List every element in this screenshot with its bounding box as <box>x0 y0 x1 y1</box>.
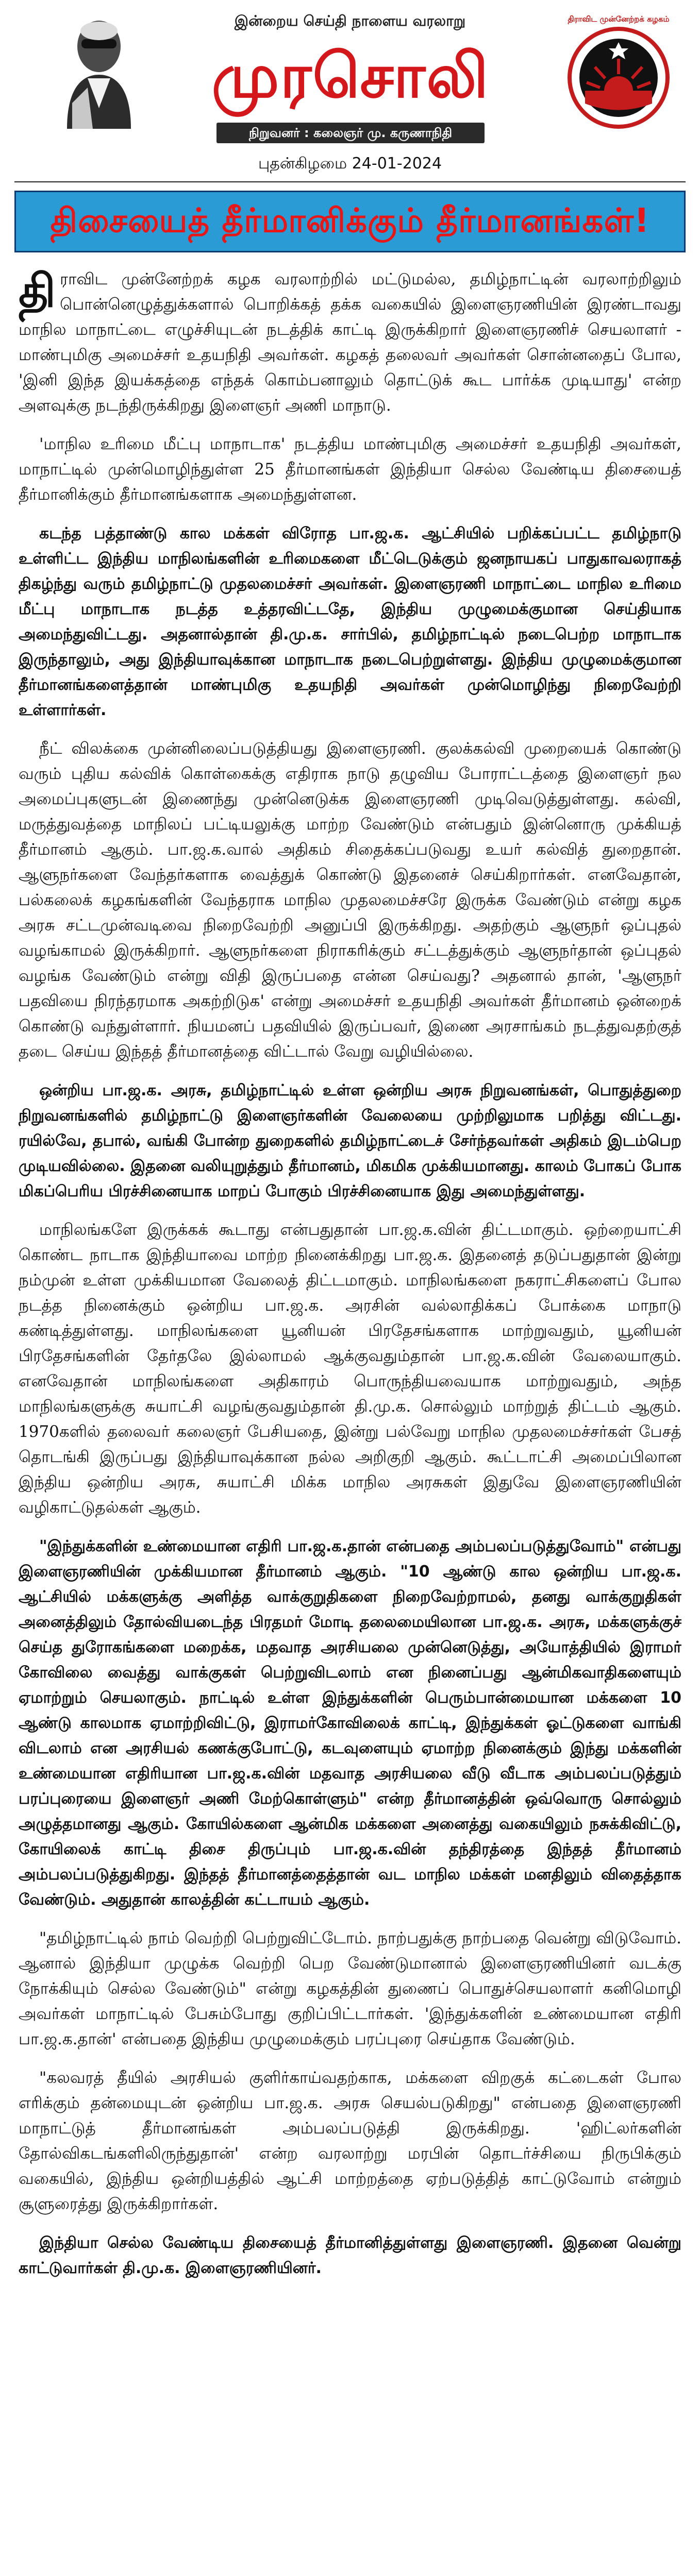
drop-cap: தி <box>19 267 56 317</box>
founder-strip: நிறுவனர் : கலைஞர் மு. கருணாநிதி <box>216 123 485 143</box>
newspaper-logo: முரசொலி <box>211 40 490 111</box>
paragraph-1-text: ராவிட முன்னேற்றக் கழக வரலாற்றில் மட்டுமல்ல, தமிழ்நாட்டின் வரலாற்றிலும் பொன்னெழுத்துக்களால் பொறிக்கத் தக்க வகையில் இளைஞரணியின் இரண்டாவது மாநில மாநாட்டை எழுச்சியுடன் நடத்திக் காட்டி இருக்கிறார் இளைஞரணிச் செயலாளர் - மாண்புமிகு அமைச்சர் உதயநிதி அவர்கள். கழகத் தலைவர் அவர்கள் சொன்னதைப் போல, 'இனி இந்த இயக்கத்தை எந்தக் கொம்பனாலும் தொட்டுக் கூட பார்க்க முடியாது' என்ற அளவுக்கு நடந்திருக்கிறது இளைஞர் அணி மாநாடு. <box>19 270 681 415</box>
masthead <box>0 0 700 165</box>
article-paragraph-10: இந்தியா செல்ல வேண்டிய திசையைத் தீர்மானித்துள்ளது இளைஞரணி. இதனை வென்று காட்டுவார்கள் தி.மு.க. இளைஞரணியினர். <box>19 2234 681 2277</box>
headline-banner <box>14 191 686 252</box>
article-paragraph-2: 'மாநில உரிமை மீட்பு மாநாடாக' நடத்திய மாண்புமிகு அமைச்சர் உதயநிதி அவர்கள், மாநாட்டில் முன்மொழிந்துள்ள 25 தீர்மானங்கள் இந்தியா செல்ல வேண்டிய திசையைத் தீர்மானிக்கும் தீர்மானங்களாக அமைந்துள்ளன. <box>19 435 681 504</box>
headline: திசையைத் தீர்மானிக்கும் தீர்மானங்கள்! <box>50 202 650 240</box>
editorial-article <box>19 267 681 2576</box>
article-paragraph-9: "கலவரத் தீயில் அரசியல் குளிர்காய்வதற்காக, மக்களை விறகுக் கட்டைகள் போல எரிக்கும் தன்மையுடன் ஒன்றிய பா.ஜ.க. அரசு செயல்படுகிறது" என்பதை இளைஞரணி மாநாட்டுத் தீர்மானங்கள் அம்பலப்படுத்தி இருக்கிறது. 'ஹிட்லர்களின் தோல்விகடங்களிலிருந்துதான்' என்ற வரலாற்று மரபின் தொடர்ச்சியை நிருபிக்கும் வகையில், இந்திய ஒன்றியத்தில் ஆட்சி மாற்றத்தை ஏற்படுத்தித் காட்டுவோம் என்றும் சூளுரைத்து இருக்கிறார்கள். <box>19 2069 681 2213</box>
article-paragraph-4: நீட் விலக்கை முன்னிலைப்படுத்தியது இளைஞரணி. குலக்கல்வி முறையைக் கொண்டு வரும் புதிய கல்விக் கொள்கைக்கு எதிராக நாடு தழுவிய போராட்டத்தை இளைஞர் நல அமைப்புகளுடன் இணைந்து முன்னெடுக்க இளைஞரணி முடிவெடுத்துள்ளது. கல்வி, மருத்துவத்தை மாநிலப் பட்டியலுக்கு மாற்ற வேண்டும் என்பதும் இன்னொரு முக்கியத் தீர்மானம் ஆகும். பா.ஜ.க.வால் அதிகம் சிதைக்கப்படுவது உயர் கல்வித் துறைதான். ஆளுநர்களை வேந்தர்களாக வைத்துக் கொண்டு இதனைச் செய்கிறார்கள். எனவேதான், பல்கலைக் கழகங்களின் வேந்தராக மாநில முதலமைச்சரே இருக்க வேண்டும் என்று கழக அரசு சட்டமுன்வடிவை நிறைவேற்றி அனுப்பி இருக்கிறது. அதற்கும் ஆளுநர் ஒப்புதல் வழங்காமல் இருக்கிறார். ஆளுநர்களை நிராகரிக்கும் சட்டத்துக்கும் ஆளுநர்தான் ஒப்புதல் வழங்க வேண்டும் என்று விதி இருப்பதை என்ன செய்வது? அதனால் தான், 'ஆளுநர் பதவியை நிரந்தரமாக அகற்றிடுக' என்று அமைச்சர் உதயநிதி அவர்கள் தீர்மானம் ஒன்றைக் கொண்டு வந்துள்ளார். நியமனப் பதவியில் இருப்பவர், இணை அரசாங்கம் நடத்துவதற்குத் தடை செய்ய இந்தத் தீர்மானத்தை விட்டால் வேறு வழியில்லை. <box>19 739 681 1061</box>
emblem-caption: திராவிட முன்னேற்றக் கழகம் <box>568 14 670 24</box>
masthead-motto: இன்றைய செய்தி நாளைய வரலாறு <box>234 12 466 29</box>
article-paragraph-3: கடந்த பத்தாண்டு கால மக்கள் விரோத பா.ஜ.க. ஆட்சியில் பறிக்கப்பட்ட தமிழ்நாடு உள்ளிட்ட இந்திய மாநிலங்களின் உரிமைகளை மீட்டெடுக்கும் ஜனநாயகப் பாதுகாவலராகத் திகழ்ந்து வரும் தமிழ்நாட்டு முதலமைச்சர் அவர்கள். இளைஞரணி மாநாட்டை மாநில உரிமை மீட்பு மாநாடாக நடத்த உத்தரவிட்டதே, இந்திய முழுமைக்குமான செய்தியாக அமைந்துவிட்டது. அதனால்தான் தி.மு.க. சார்பில், தமிழ்நாட்டில் நடைபெற்ற மாநாடாக இருந்தாலும், அது இந்தியாவுக்கான மாநாடாக நடைபெற்றுள்ளது. இந்திய முழுமைக்குமான தீர்மானங்களைத்தான் மாண்புமிகு உதயநிதி அவர்கள் முன்மொழிந்து நிறைவேற்றி உள்ளார்கள். <box>19 524 681 719</box>
article-paragraph-5: ஒன்றிய பா.ஜ.க. அரசு, தமிழ்நாட்டில் உள்ள ஒன்றிய அரசு நிறுவனங்கள், பொதுத்துறை நிறுவனங்களில் தமிழ்நாட்டு இளைஞர்களின் வேலையை முற்றிலுமாக பறித்து விட்டது. ரயில்வே, தபால், வங்கி போன்ற துறைகளில் தமிழ்நாட்டைச் சேர்ந்தவர்கள் அதிகம் இடம்பெற முடியவில்லை. இதனை வலியுறுத்தும் தீர்மானம், மிகமிக முக்கியமானது. காலம் போகப் போக மிகப்பெரிய பிரச்சினையாக மாறப் போகும் பிரச்சினையாக இது அமைந்துள்ளது. <box>19 1081 681 1200</box>
article-paragraph-8: "தமிழ்நாட்டில் நாம் வெற்றி பெற்றுவிட்டோம். நாற்பதுக்கு நாற்பதை வென்று விடுவோம். ஆனால் இந்தியா முழுக்க வெற்றி பெற வேண்டுமானால் இளைஞரணியினர் வடக்கு நோக்கியும் செல்ல வேண்டும்" என்று கழகத்தின் துணைப் பொதுச்செயலாளர் கனிமொழி அவர்கள் மாநாட்டில் பேசும்போது குறிப்பிட்டார்கள். 'இந்துக்களின் உண்மையான எதிரி பா.ஜ.க.தான்' என்பதை இந்திய முழுமைக்கும் பரப்புரை செய்தாக வேண்டும். <box>19 1929 681 2048</box>
date-divider <box>14 181 686 182</box>
rising-sun-emblem-icon <box>557 13 680 132</box>
article-paragraph-1 <box>19 267 681 418</box>
article-paragraph-7: "இந்துக்களின் உண்மையான எதிரி பா.ஜ.க.தான் என்பதை அம்பலப்படுத்துவோம்" என்பது இளைஞரணியின் முக்கியமான தீர்மானம் ஆகும். "10 ஆண்டு கால ஒன்றிய பா.ஜ.க. ஆட்சியில் மக்களுக்கு அளித்த வாக்குறுதிகளை நிறைவேற்றாமல், தனது வாக்குறுதிகள் அனைத்திலும் தோல்வியடைந்த பிரதமர் மோடி தலைமையிலான பா.ஜ.க. அரசு, மக்களுக்குச் செய்த துரோகங்களை மறைக்க, மதவாத அரசியலை முன்னெடுத்து, அயோத்தியில் இராமர் கோவிலை வைத்து வாக்குகள் பெற்றுவிடலாம் என நினைப்பது ஆன்மிகவாதிகளையும் ஏமாற்றும் செயலாகும். நாட்டில் உள்ள இந்துக்களின் பெரும்பான்மையான மக்களை 10 ஆண்டு காலமாக ஏமாற்றிவிட்டு, இராமர்கோவிலைக் காட்டி, இந்துக்கள் ஓட்டுகளை வாங்கி விடலாம் என அரசியல் கணக்குபோட்டு, கடவுளையும் ஏமாற்ற நினைக்கும் இந்து மக்களின் உண்மையான எதிரியான பா.ஜ.க.வின் மதவாத அரசியலை வீடு வீடாக அம்பலப்படுத்தும் பரப்புரையை இளைஞர் அணி மேற்கொள்ளும்" என்ற தீர்மானத்தின் ஒவ்வொரு சொல்லும் அழுத்தமானது ஆகும். கோயில்களை ஆன்மிக மக்களை அனைத்து வகையிலும் நசுக்கிவிட்டு, கோயிலைக் காட்டி திசை திருப்பும் பா.ஜ.க.வின் தந்திரத்தை இந்தத் தீர்மானம் அம்பலப்படுத்துகிறது. இந்தத் தீர்மானத்தைத்தான் வட மாநில மக்கள் மனதிலும் விதைத்தாக வேண்டும். அதுதான் காலத்தின் கட்டாயம் ஆகும். <box>19 1537 681 1909</box>
article-paragraph-6: மாநிலங்களே இருக்கக் கூடாது என்பதுதான் பா.ஜ.க.வின் திட்டமாகும். ஒற்றையாட்சி கொண்ட நாடாக இந்தியாவை மாற்ற நினைக்கிறது பா.ஜ.க. இதனைத் தடுப்பதுதான் இன்று நம்முன் உள்ள முக்கியமான வேலைத் திட்டமாகும். மாநிலங்களை நகராட்சிகளைப் போல நடத்த நினைக்கும் ஒன்றிய பா.ஜ.க. அரசின் வல்லாதிக்கப் போக்கை மாநாடு கண்டித்துள்ளது. மாநிலங்களை யூனியன் பிரதேசங்களாக மாற்றுவதும், யூனியன் பிரதேசங்களின் தேர்தலே இல்லாமல் ஆக்குவதும்தான் பா.ஜ.க.வின் வேலையாகும். எனவேதான் மாநிலங்களை அதிகாரம் பொருந்தியவையாக மாற்றுவதும், அந்த மாநிலங்களுக்கு சுயாட்சி வழங்குவதும்தான் தி.மு.க. சொல்லும் மாற்றுத் திட்டம் ஆகும். 1970களில் தலைவர் கலைஞர் பேசியதை, இன்று பல்வேறு மாநில முதலமைச்சர்கள் பேசத் தொடங்கி இருப்பது இந்தியாவுக்கான நல்ல அறிகுறி ஆகும். கூட்டாட்சி அமைப்பிலான இந்திய ஒன்றிய அரசு, சுயாட்சி மிக்க மாநில அரசுகள் இதுவே இளைஞரணியின் வழிகாட்டுதல்கள் ஆகும். <box>19 1221 681 1517</box>
publication-date: புதன்கிழமை 24-01-2024 <box>258 155 442 173</box>
